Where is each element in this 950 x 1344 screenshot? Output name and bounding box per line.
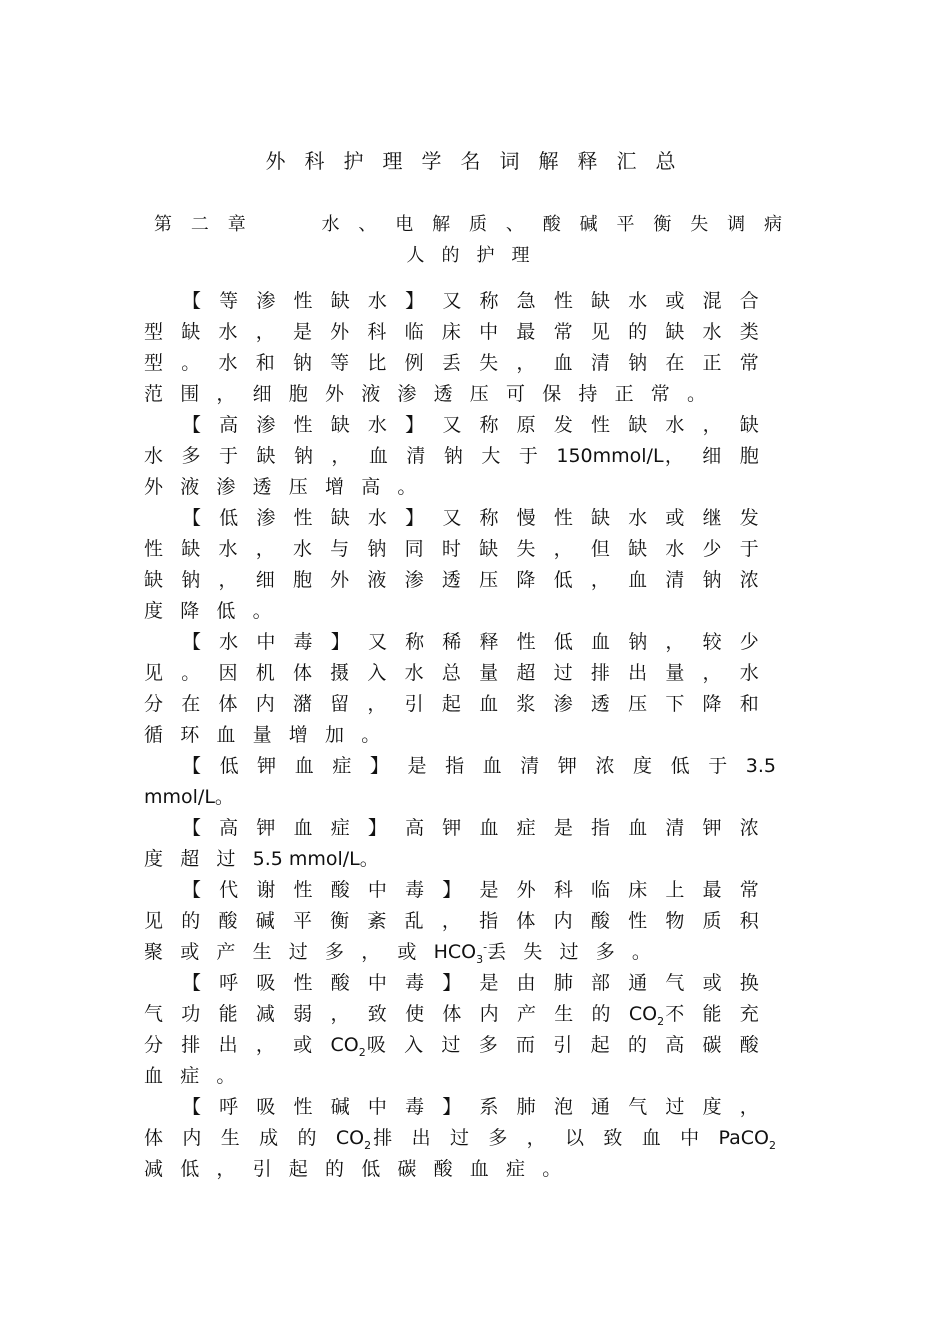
entry-term: 【低钾血症】 (182, 755, 408, 777)
entry-hyperkalemia (144, 813, 776, 875)
chapter-heading (154, 209, 782, 271)
entry-term: 【等渗性缺水】 (182, 290, 443, 312)
entry-text: ，细胞外液渗透压增高。 (144, 445, 776, 498)
entry-text: 丢失过多。 (487, 941, 669, 963)
entry-text: 是由肺部通气或换气功能减弱，致使体内产生的 (144, 972, 776, 1025)
chapter-topic-char: 酸 (542, 214, 561, 235)
chemical-formula: $CO_2$ (628, 1003, 665, 1028)
entry-value: 150mmol/L (556, 445, 664, 467)
chemical-formula: $HCO_3^-$ (433, 940, 488, 966)
chapter-topic-char: 碱 (579, 214, 598, 235)
chapter-topic-char: 调 (727, 214, 746, 235)
entry-hypokalemia (144, 751, 776, 813)
entry-hypotonic-dehydration (144, 503, 776, 627)
chemical-formula: $CO_2$ (330, 1034, 366, 1059)
chapter-topic-char: 平 (616, 214, 635, 235)
entry-term: 【水中毒】 (182, 631, 368, 653)
chapter-topic-char: 电 (395, 214, 414, 235)
chapter-topic-char: 水 (321, 214, 340, 235)
entry-term: 【代谢性酸中毒】 (182, 879, 480, 901)
entry-term: 【高钾血症】 (182, 817, 406, 839)
chapter-label-char: 章 (227, 214, 246, 235)
entry-text: 又称急性缺水或混合型缺水，是外科临床中最常见的缺水类型。水和钠等比例丢失，血清钠在正常范围，细胞外液渗透压可保持正常。 (144, 290, 776, 405)
chapter-topic-char: 衡 (653, 214, 672, 235)
entry-respiratory-acidosis (144, 968, 776, 1092)
entry-text: 是指血清钾浓度低于 (407, 755, 746, 777)
chapter-topic-char: 、 (505, 214, 524, 235)
document-title: 外科护理学名词解释汇总 (265, 149, 695, 173)
chapter-topic-line-2: 人的护理 (406, 245, 547, 266)
entry-hypertonic-dehydration (144, 410, 776, 503)
entry-text: 是外科临床上最常见的酸碱平衡紊乱，指体内酸性物质积聚或产生过多，或 (144, 879, 776, 963)
chemical-formula: PaCO$_2$ (718, 1127, 776, 1152)
chapter-label-char: 二 (190, 214, 209, 235)
entry-text: 高钾血症是指血清钾浓度超过 (144, 817, 776, 870)
entry-isotonic-dehydration (144, 286, 776, 410)
entry-value: 3.5 mmol/L (144, 755, 776, 808)
chapter-topic-char: 、 (358, 214, 377, 235)
entry-term: 【呼吸性酸中毒】 (182, 972, 480, 994)
entry-text: 又称慢性缺水或继发性缺水，水与钠同时缺失，但缺水少于缺钠，细胞外液渗透压降低，血清钠浓度降低。 (144, 507, 776, 622)
chapter-topic-char: 解 (432, 214, 451, 235)
entry-text: 。 (214, 786, 252, 808)
entry-term: 【呼吸性碱中毒】 (182, 1096, 480, 1118)
entry-text: 减低，引起的低碳酸血症。 (144, 1158, 579, 1180)
entry-text: 系肺泡通气过度，体内生成的 (144, 1096, 776, 1149)
chapter-topic-char: 失 (690, 214, 709, 235)
chemical-formula: $CO_2$ (335, 1127, 372, 1152)
entry-text: 吸入过多而引起的高碳酸血症。 (144, 1034, 776, 1087)
entry-water-intoxication (144, 627, 776, 751)
entry-text: 又称原发性缺水，缺水多于缺钠，血清钠大于 (144, 414, 776, 467)
chapter-topic-char: 病 (764, 214, 782, 235)
entry-respiratory-alkalosis (144, 1092, 776, 1185)
entry-metabolic-acidosis (144, 875, 776, 968)
chapter-gap (265, 209, 303, 240)
entry-value: 5.5 mmol/L (252, 848, 360, 870)
chapter-heading-line-1 (154, 209, 782, 240)
chapter-label-char: 第 (154, 214, 172, 235)
definitions-body (144, 286, 776, 1185)
entry-term: 【高渗性缺水】 (182, 414, 443, 436)
entry-text: 不能充分排出，或 (144, 1003, 776, 1056)
entry-term: 【低渗性缺水】 (182, 507, 443, 529)
entry-text: 又称稀释性低血钠，较少见。因机体摄入水总量超过排出量，水分在体内潴留，引起血浆渗透压下降和循环血量增加。 (144, 631, 776, 746)
chapter-topic-char: 质 (469, 214, 487, 235)
entry-text: 排出过多，以致血中 (371, 1127, 719, 1149)
entry-text: 。 (359, 848, 396, 870)
